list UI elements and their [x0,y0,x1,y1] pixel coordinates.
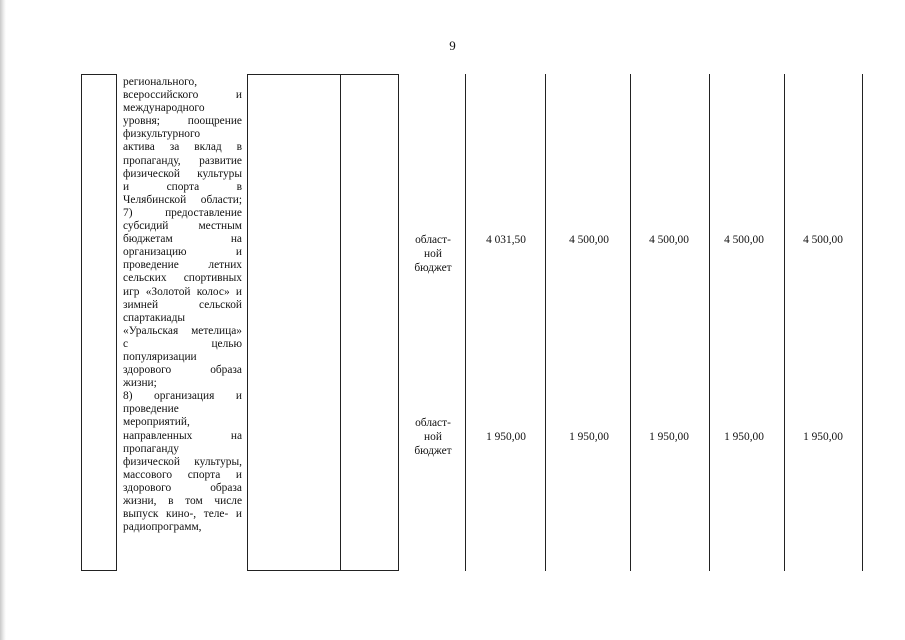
description-line: с целью [123,337,242,350]
description-line: и спорта в [123,180,242,193]
description-line: здорового образа [123,481,242,494]
description-line: жизни, в том числе [123,495,242,507]
description-line: спартакиады [123,311,186,324]
activity-description [123,76,242,534]
description-line: пропаганду [123,442,179,455]
description-line: физической культуры [123,167,242,180]
row-1-value-2: 4 500,00 [569,234,609,246]
description-line: радиопрограмм, [123,521,202,534]
col-border-num-right [116,74,117,571]
description-line: физкультурного [123,128,201,141]
description-line: 8) организация и [123,390,242,403]
row-1-source: област- ной бюджет [414,234,452,274]
description-line: международного [123,102,205,115]
row-2-value-3: 1 950,00 [649,431,689,443]
description-line: субсидий местным [123,220,242,233]
description-line: пропаганду, развитие [123,154,242,167]
col-border-val-5 [784,74,785,571]
num-col-bottom [81,570,117,571]
row-1-value-4: 4 500,00 [724,234,764,246]
col-border-exec-left [247,74,248,571]
page-number: 9 [449,38,456,53]
description-line: игр «Золотой колос» и [123,285,242,298]
row-1-value-5: 4 500,00 [803,234,843,246]
col-border-val-4 [709,74,710,571]
description-line: выпуск кино-, теле- и [123,508,242,521]
description-line: бюджетам на [123,233,242,246]
description-line: «Уральская метелица» [123,324,242,337]
col-border-right [862,74,863,571]
description-line: регионального, [123,76,198,88]
description-line: проведение [123,403,179,416]
description-line: уровня; поощрение [123,115,242,128]
row-2-value-2: 1 950,00 [569,431,609,443]
description-line: популяризации [123,350,197,363]
num-col-top [81,74,117,75]
scan-edge-shadow [0,0,6,640]
col-border-exec-mid [340,74,341,571]
description-line: Челябинской области; [123,193,242,206]
description-line: зимней сельской [123,298,242,311]
description-line: массового спорта и [123,468,242,481]
row-1-value-3: 4 500,00 [649,234,689,246]
row-2-source: област- ной бюджет [414,417,452,457]
exec-top [247,74,399,75]
row-2-value-4: 1 950,00 [724,431,764,443]
col-border-val-2 [545,74,546,571]
description-line: жизни; [123,377,157,390]
description-line: актива за вклад в [123,141,242,154]
row-2-value-5: 1 950,00 [803,431,843,443]
col-border-val-3 [630,74,631,571]
col-border-left [81,74,82,571]
row-1-value-1: 4 031,50 [486,234,526,246]
col-border-exec-right [398,74,399,571]
description-line: всероссийского и [123,89,242,102]
description-line: физической культуры, [123,455,242,468]
description-line: проведение летних [123,259,242,272]
description-line: сельских спортивных [123,272,242,285]
description-line: здорового образа [123,364,242,377]
col-border-val-1 [465,74,466,571]
exec-bottom [247,570,399,571]
description-line: мероприятий, [123,416,190,429]
description-line: 7) предоставление [123,206,242,219]
description-line: организацию и [123,246,242,259]
description-line: направленных на [123,429,242,442]
row-2-value-1: 1 950,00 [486,431,526,443]
